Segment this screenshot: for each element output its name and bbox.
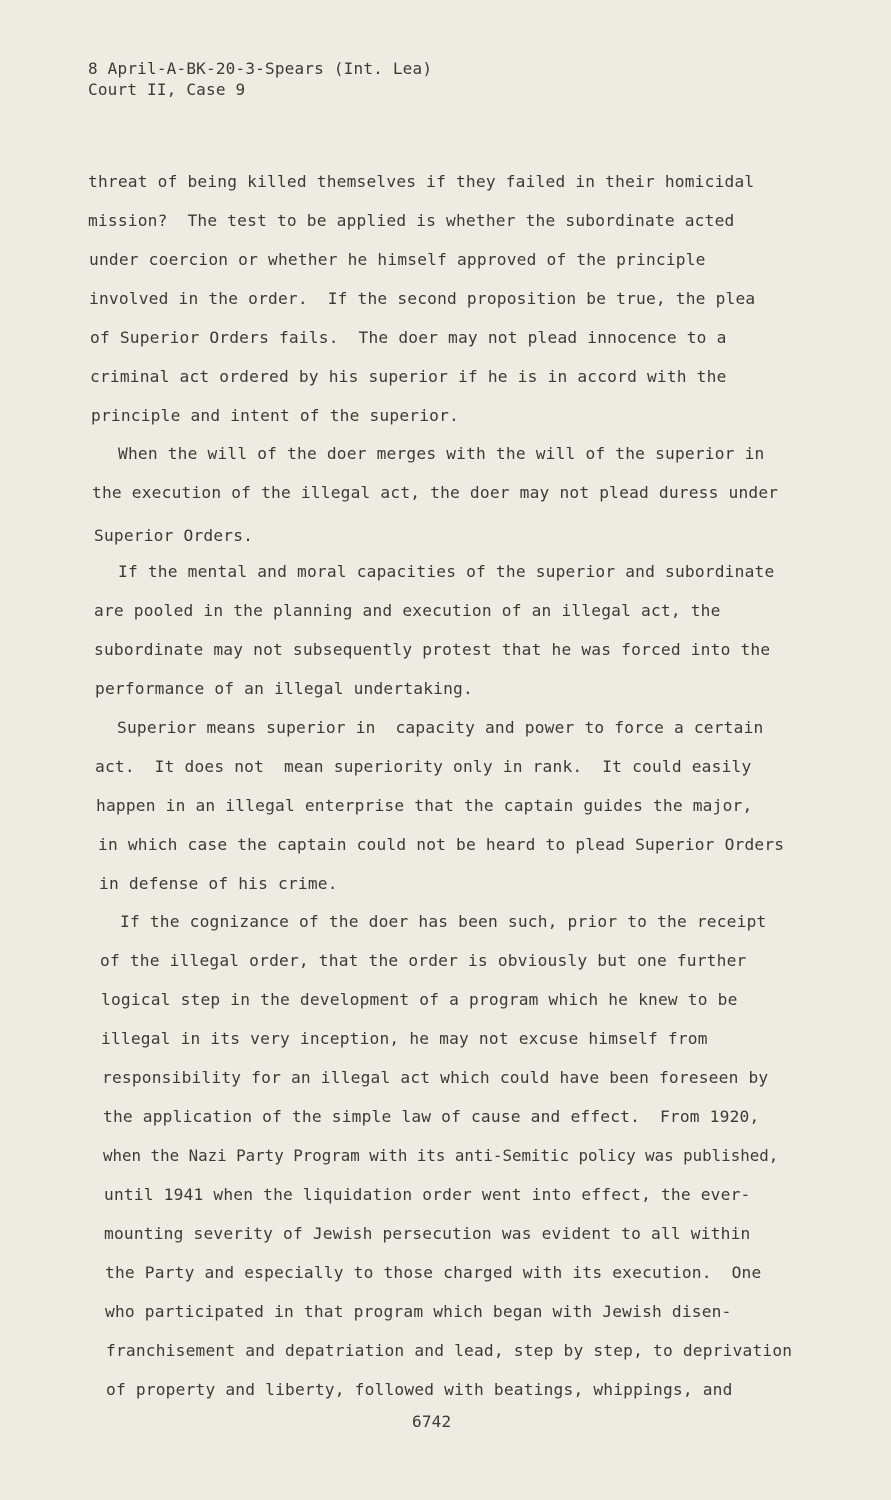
- body-line: logical step in the development of a program which he knew to be: [101, 990, 738, 1009]
- body-line: Superior means superior in capacity and power to force a certain: [117, 718, 764, 737]
- body-line: principle and intent of the superior.: [91, 406, 459, 425]
- body-line: when the Nazi Party Program with its anti-Semitic policy was published,: [103, 1146, 779, 1165]
- body-line: in which case the captain could not be heard to plead Superior Orders: [98, 835, 785, 854]
- body-line: performance of an illegal undertaking.: [95, 679, 473, 698]
- page-number: 6742: [412, 1412, 452, 1431]
- body-line: of property and liberty, followed with beatings, whippings, and: [106, 1380, 733, 1399]
- body-line: until 1941 when the liquidation order went into effect, the ever-: [104, 1185, 751, 1204]
- body-line: When the will of the doer merges with the will of the superior in: [118, 444, 765, 463]
- body-line: If the mental and moral capacities of the superior and subordinate: [118, 562, 775, 581]
- body-line: the application of the simple law of cause and effect. From 1920,: [103, 1107, 760, 1126]
- body-line: of the illegal order, that the order is obviously but one further: [100, 951, 747, 970]
- body-line: happen in an illegal enterprise that the captain guides the major,: [96, 796, 753, 815]
- document-header: [88, 58, 432, 100]
- body-line: involved in the order. If the second proposition be true, the plea: [89, 289, 756, 308]
- body-line: the execution of the illegal act, the doer may not plead duress under: [92, 483, 779, 502]
- body-line: who participated in that program which began with Jewish disen-: [105, 1302, 732, 1321]
- body-line: of Superior Orders fails. The doer may not plead innocence to a: [90, 328, 727, 347]
- body-line: mission? The test to be applied is whether the subordinate acted: [88, 211, 735, 230]
- body-line: Superior Orders.: [94, 526, 254, 545]
- body-line: in defense of his crime.: [99, 874, 338, 893]
- body-line: franchisement and depatriation and lead, step by step, to deprivation: [106, 1341, 793, 1360]
- body-line: act. It does not mean superiority only in rank. It could easily: [95, 757, 752, 776]
- body-line: If the cognizance of the doer has been such, prior to the receipt: [120, 912, 767, 931]
- body-line: criminal act ordered by his superior if he is in accord with the: [90, 367, 727, 386]
- body-line: responsibility for an illegal act which could have been foreseen by: [102, 1068, 769, 1087]
- body-line: the Party and especially to those charged with its execution. One: [105, 1263, 762, 1282]
- header-court-line: Court II, Case 9: [88, 80, 246, 99]
- body-line: threat of being killed themselves if they failed in their homicidal: [88, 172, 755, 191]
- body-line: illegal in its very inception, he may not excuse himself from: [101, 1029, 708, 1048]
- body-line: under coercion or whether he himself approved of the principle: [89, 250, 706, 269]
- body-line: subordinate may not subsequently protest that he was forced into the: [94, 640, 771, 659]
- header-session-line: 8 April-A-BK-20-3-Spears (Int. Lea): [88, 59, 433, 78]
- body-line: mounting severity of Jewish persecution was evident to all within: [104, 1224, 751, 1243]
- body-line: are pooled in the planning and execution of an illegal act, the: [94, 601, 721, 620]
